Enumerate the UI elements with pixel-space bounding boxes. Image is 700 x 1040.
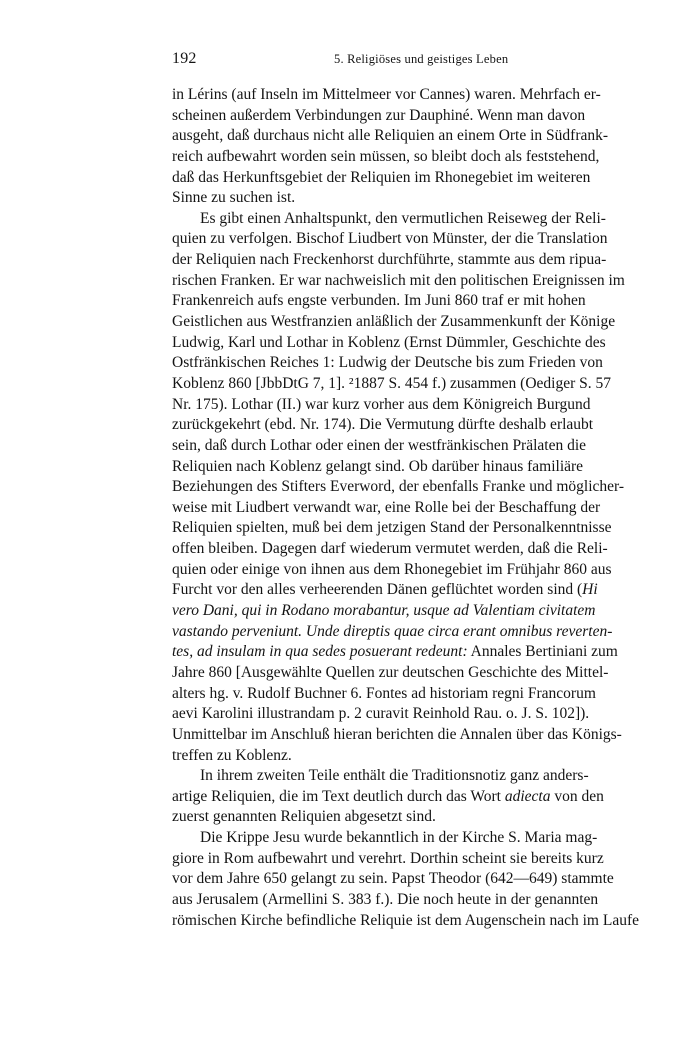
text-line: Ostfränkischen Reiches 1: Ludwig der Deutsche bis zum Frieden von	[172, 354, 603, 372]
text-line: daß das Herkunftsgebiet der Reliquien im Rhonegebiet im weiteren	[172, 168, 591, 186]
text-line: römischen Kirche befindliche Reliquie ist dem Augenschein nach im Laufe	[172, 911, 640, 929]
text-line: in Lérins (auf Inseln im Mittelmeer vor Cannes) waren. Mehrfach er-	[172, 86, 601, 103]
text-line: treffen zu Koblenz.	[172, 746, 292, 764]
text-line: zurückgekehrt (ebd. Nr. 174). Die Vermutung dürfte deshalb erlaubt	[172, 416, 594, 434]
text-line: quien oder einige von ihnen aus dem Rhonegebiet im Frühjahr 860 aus	[172, 560, 612, 578]
text-line	[172, 601, 596, 622]
text-line: Reliquien spielten, muß bei dem jetzigen Stand der Personalkenntnisse	[172, 519, 612, 537]
text-line: der Reliquien nach Freckenhorst durchführte, stammte aus dem ripua-	[172, 251, 607, 269]
text-line: Beziehungen des Stifters Everword, der ebenfalls Franke und möglicher-	[172, 478, 625, 496]
text-line: Reliquien nach Koblenz gelangt sind. Ob darüber hinaus familiäre	[172, 457, 584, 475]
latin-term: adiecta	[504, 787, 551, 805]
text-line: quien zu verfolgen. Bischof Liudbert von Münster, der die Translation	[172, 230, 608, 248]
text-line: scheinen außerdem Verbindungen zur Dauphiné. Wenn man davon	[172, 106, 586, 124]
page-number: 192	[172, 50, 197, 67]
text-line: artige Reliquien, die im Text deutlich durch das Wort adiecta von den	[172, 787, 604, 805]
text-line: Unmittelbar im Anschluß hieran berichten die Annalen über das Königs-	[172, 725, 622, 743]
text-line: Koblenz 860 [JbbDtG 7, 1]. ²1887 S. 454 f.) zusammen (Oediger S. 57	[172, 374, 612, 392]
text-line: offen bleiben. Dagegen darf wiederum vermutet werden, daß die Reli-	[172, 540, 608, 558]
running-head: 5. Religiöses und geistiges Leben	[334, 52, 509, 66]
page-header	[172, 50, 576, 72]
latin-quote: tes, ad insulam in qua sedes posuerant redeunt:	[172, 643, 468, 661]
text-line: tes, ad insulam in qua sedes posuerant redeunt: Annales Bertiniani zum	[172, 643, 618, 661]
text-line: Die Krippe Jesu wurde bekanntlich in der Kirche S. Maria mag-	[200, 829, 598, 847]
text-line: weise mit Liudbert verwandt war, eine Rolle bei der Beschaffung der	[172, 498, 601, 516]
text-line	[172, 622, 613, 643]
text-line: Frankenreich aufs engste verbunden. Im Juni 860 traf er mit hohen	[172, 292, 586, 310]
text-line: giore in Rom aufbewahrt und verehrt. Dorthin scheint sie bereits kurz	[172, 849, 604, 867]
text-line: aus Jerusalem (Armellini S. 383 f.). Die noch heute in der genannten	[172, 890, 599, 908]
text-line: Jahre 860 [Ausgewählte Quellen zur deutschen Geschichte des Mittel-	[172, 663, 609, 681]
latin-quote: Hi	[582, 581, 598, 599]
text-line: alters hg. v. Rudolf Buchner 6. Fontes ad historiam regni Francorum	[172, 684, 596, 702]
text-line: reich aufbewahrt worden sein müssen, so bleibt doch als feststehend,	[172, 147, 600, 165]
text-line: In ihrem zweiten Teile enthält die Traditionsnotiz ganz anders-	[200, 767, 589, 785]
text-line: Nr. 175). Lothar (II.) war kurz vorher aus dem Königreich Burgund	[172, 395, 591, 413]
text-line: Es gibt einen Anhaltspunkt, den vermutlichen Reiseweg der Reli-	[200, 209, 606, 227]
text-line: Geistlichen aus Westfranzien anläßlich der Zusammenkunft der Könige	[172, 313, 616, 331]
latin-quote: vastando perveniunt. Unde direptis quae circa erant omnibus reverten-	[172, 622, 613, 640]
text-line: sein, daß durch Lothar oder einen der westfränkischen Prälaten die	[172, 436, 587, 454]
body-text	[172, 85, 640, 931]
text-line: Ludwig, Karl und Lothar in Koblenz (Ernst Dümmler, Geschichte des	[172, 333, 606, 351]
text-line: aevi Karolini illustrandam p. 2 curavit Reinhold Rau. o. J. S. 102]).	[172, 705, 590, 723]
latin-quote: vero Dani, qui in Rodano morabantur, usque ad Valentiam civitatem	[172, 602, 596, 620]
text-line: rischen Franken. Er war nachweislich mit den politischen Ereignissen im	[172, 271, 625, 289]
text-line: zuerst genannten Reliquien abgesetzt sind.	[172, 808, 436, 826]
text-line: Sinne zu suchen ist.	[172, 189, 296, 207]
text-line: ausgeht, daß durchaus nicht alle Reliquien an einem Orte in Südfrank-	[172, 127, 609, 145]
text-line: Furcht vor den alles verheerenden Dänen geflüchtet worden sind (Hi	[172, 581, 598, 599]
text-line: vor dem Jahre 650 gelangt zu sein. Papst Theodor (642—649) stammte	[172, 870, 614, 888]
